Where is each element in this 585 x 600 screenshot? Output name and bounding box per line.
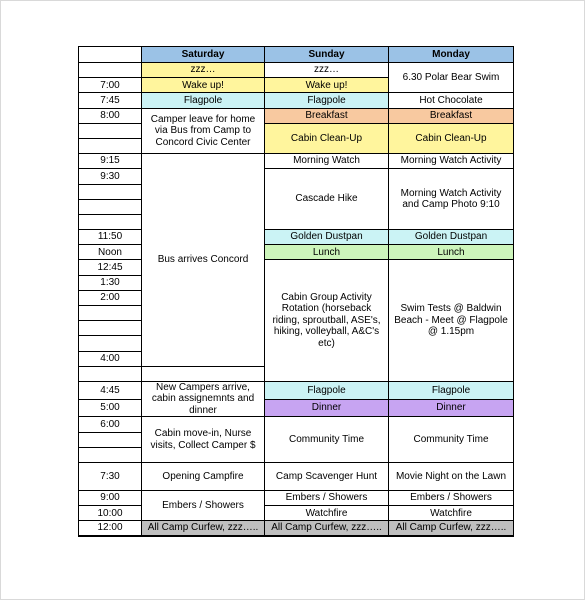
event-mon-swim-tests: Swim Tests @ Baldwin Beach - Meet @ Flagpole @ 1.15pm xyxy=(389,260,514,382)
time-cell: 8:00 xyxy=(79,108,142,123)
event-sun-zzz: zzz… xyxy=(265,63,389,78)
event-mon-breakfast: Breakfast xyxy=(389,108,514,123)
event-sun-lunch: Lunch xyxy=(265,245,389,260)
time-cell xyxy=(79,63,142,78)
event-sat-new-campers-arrive: New Campers arrive, cabin assignemnts and dinner xyxy=(142,381,265,417)
time-cell: 6:00 xyxy=(79,417,142,432)
event-sun-curfew: All Camp Curfew, zzz….. xyxy=(265,521,389,536)
time-cell xyxy=(79,199,142,214)
event-sat-curfew: All Camp Curfew, zzz….. xyxy=(142,521,265,536)
day-header-saturday: Saturday xyxy=(142,47,265,63)
event-sun-cascade-hike: Cascade Hike xyxy=(265,169,389,230)
time-cell: 9:00 xyxy=(79,491,142,506)
event-mon-polar-bear-swim: 6.30 Polar Bear Swim xyxy=(389,63,514,93)
event-mon-watchfire: Watchfire xyxy=(389,506,514,521)
time-cell xyxy=(79,306,142,321)
time-cell: Noon xyxy=(79,245,142,260)
event-mon-lunch: Lunch xyxy=(389,245,514,260)
event-sat-zzz: zzz… xyxy=(142,63,265,78)
event-sun-cabin-clean-up: Cabin Clean-Up xyxy=(265,123,389,153)
time-cell xyxy=(79,432,142,447)
time-cell: 1:30 xyxy=(79,275,142,290)
time-cell: 7:45 xyxy=(79,93,142,108)
time-cell xyxy=(79,336,142,351)
time-cell: 7:00 xyxy=(79,78,142,93)
time-cell xyxy=(79,214,142,229)
event-sat-leave-home: Camper leave for home via Bus from Camp to Concord Civic Center xyxy=(142,108,265,154)
event-mon-camp-photo: Morning Watch Activity and Camp Photo 9:10 xyxy=(389,169,514,230)
time-cell: 11:50 xyxy=(79,230,142,245)
event-sun-wake-up: Wake up! xyxy=(265,78,389,93)
time-cell: 2:00 xyxy=(79,290,142,305)
time-cell: 5:00 xyxy=(79,399,142,417)
event-mon-movie-night: Movie Night on the Lawn xyxy=(389,463,514,491)
camp-schedule-table xyxy=(78,46,514,537)
event-mon-golden-dustpan: Golden Dustpan xyxy=(389,230,514,245)
event-mon-embers-showers: Embers / Showers xyxy=(389,491,514,506)
event-mon-flagpole: Flagpole xyxy=(389,381,514,399)
event-mon-community-time: Community Time xyxy=(389,417,514,463)
event-sat-wake-up: Wake up! xyxy=(142,78,265,93)
event-mon-dinner: Dinner xyxy=(389,399,514,417)
time-cell: 9:15 xyxy=(79,154,142,169)
time-cell xyxy=(79,447,142,462)
day-header-monday: Monday xyxy=(389,47,514,63)
time-cell: 4:45 xyxy=(79,381,142,399)
event-sat-opening-campfire: Opening Campfire xyxy=(142,463,265,491)
event-mon-morning-watch: Morning Watch Activity xyxy=(389,154,514,169)
event-sat-cabin-move-in: Cabin move-in, Nurse visits, Collect Camper $ xyxy=(142,417,265,463)
event-sun-golden-dustpan: Golden Dustpan xyxy=(265,230,389,245)
time-cell: 4:00 xyxy=(79,351,142,366)
time-cell xyxy=(79,321,142,336)
time-cell xyxy=(79,123,142,138)
time-cell: 10:00 xyxy=(79,506,142,521)
event-sun-community-time: Community Time xyxy=(265,417,389,463)
event-mon-hot-chocolate: Hot Chocolate xyxy=(389,93,514,108)
time-cell: 12:45 xyxy=(79,260,142,275)
event-sun-scavenger-hunt: Camp Scavenger Hunt xyxy=(265,463,389,491)
day-header-sunday: Sunday xyxy=(265,47,389,63)
event-sun-flagpole-evening: Flagpole xyxy=(265,381,389,399)
event-sun-flagpole: Flagpole xyxy=(265,93,389,108)
time-cell: 7:30 xyxy=(79,463,142,491)
event-sat-flagpole: Flagpole xyxy=(142,93,265,108)
time-cell xyxy=(79,138,142,153)
event-sun-cabin-group-activity: Cabin Group Activity Rotation (horseback riding, sproutball, ASE's, hiking, volleyball, A&C's etc) xyxy=(265,260,389,382)
time-cell: 12:00 xyxy=(79,521,142,536)
event-mon-curfew: All Camp Curfew, zzz….. xyxy=(389,521,514,536)
time-cell xyxy=(79,184,142,199)
time-header xyxy=(79,47,142,63)
time-cell: 9:30 xyxy=(79,169,142,184)
event-mon-cabin-clean-up: Cabin Clean-Up xyxy=(389,123,514,153)
time-cell xyxy=(79,366,142,381)
event-sun-embers-showers: Embers / Showers xyxy=(265,491,389,506)
event-sat-embers-showers: Embers / Showers xyxy=(142,491,265,521)
event-sun-watchfire: Watchfire xyxy=(265,506,389,521)
event-sun-breakfast: Breakfast xyxy=(265,108,389,123)
event-sun-dinner: Dinner xyxy=(265,399,389,417)
event-sat-bus-arrives: Bus arrives Concord xyxy=(142,154,265,367)
event-sun-morning-watch: Morning Watch xyxy=(265,154,389,169)
